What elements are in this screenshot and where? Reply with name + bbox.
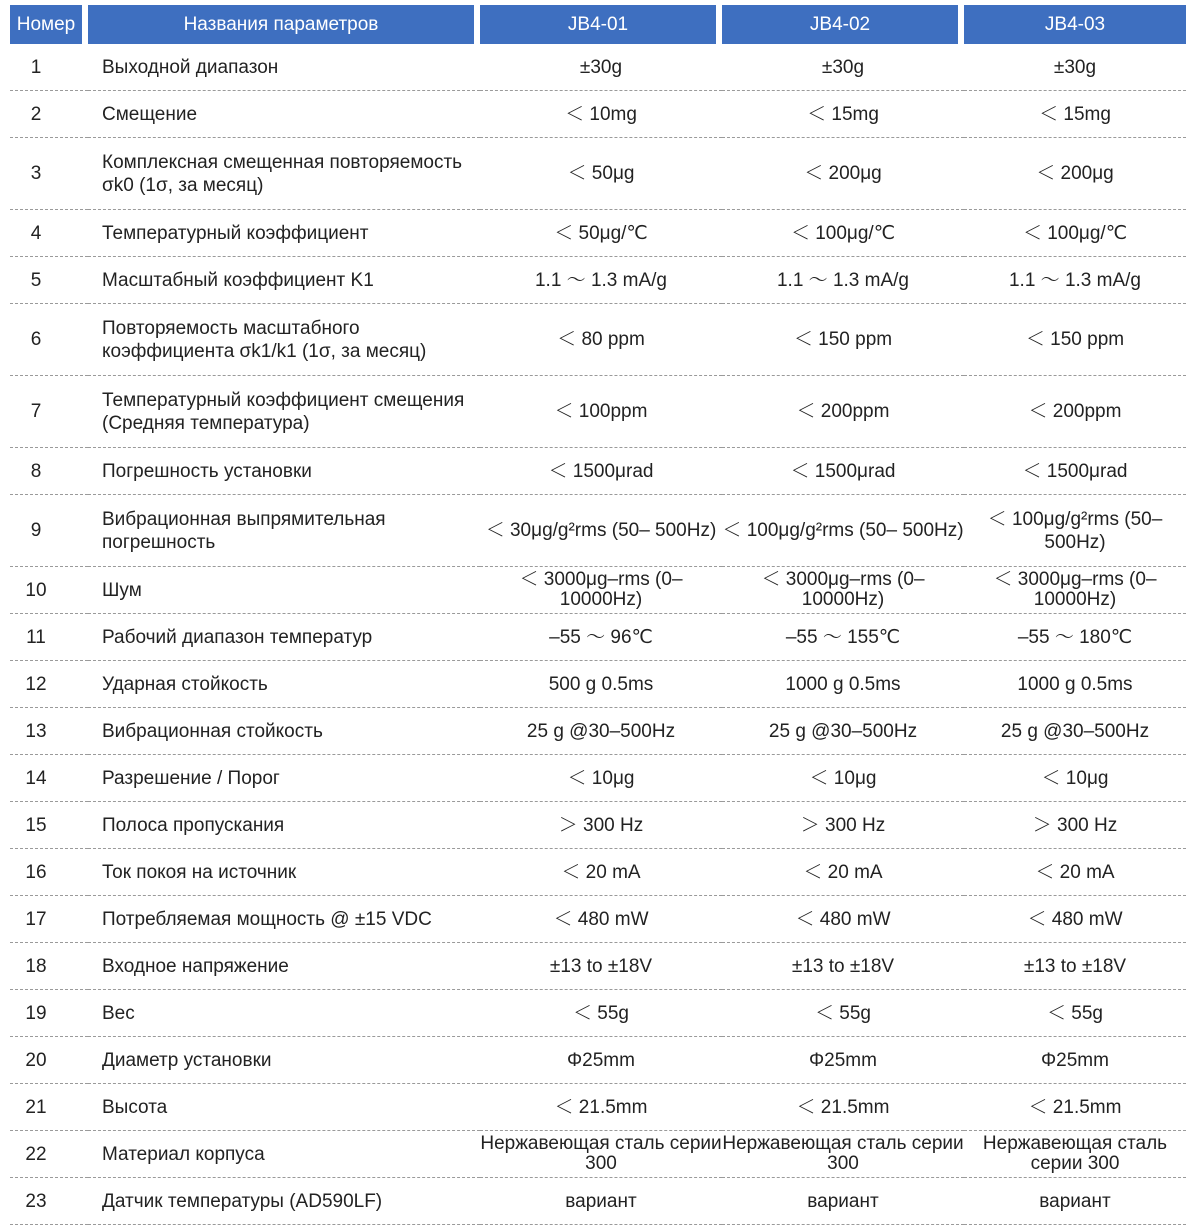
value-jb4-03: ＜ 200ppm — [964, 376, 1186, 448]
value-jb4-03: Φ25mm — [964, 1037, 1186, 1084]
parameter-name: Повторяемость масштабного коэффициента σk1/k1 (1σ, за месяц) — [88, 304, 480, 376]
value-jb4-01: ＜ 480 mW — [480, 896, 722, 943]
row-number: 5 — [10, 257, 88, 304]
value-jb4-02: ＜ 3000μg–rms (0– 10000Hz) — [722, 567, 964, 614]
value-jb4-01: ±13 to ±18V — [480, 943, 722, 990]
table-row — [10, 567, 1186, 614]
value-jb4-03: ＜ 10μg — [964, 755, 1186, 802]
table-row — [10, 990, 1186, 1037]
row-number: 16 — [10, 849, 88, 896]
value-jb4-02: ＜ 20 mA — [722, 849, 964, 896]
value-jb4-03: ＜ 21.5mm — [964, 1084, 1186, 1131]
parameter-name: Полоса пропускания — [88, 802, 480, 849]
value-jb4-01: ＜ 1500μrad — [480, 448, 722, 495]
table-row — [10, 376, 1186, 448]
table-row — [10, 896, 1186, 943]
parameter-name: Масштабный коэффициент K1 — [88, 257, 480, 304]
value-jb4-01: ＜ 50μg — [480, 138, 722, 210]
parameter-name: Шум — [88, 567, 480, 614]
value-jb4-01: ＜ 3000μg–rms (0– 10000Hz) — [480, 567, 722, 614]
value-jb4-03: –55 ～ 180℃ — [964, 614, 1186, 661]
table-row — [10, 1037, 1186, 1084]
row-number: 22 — [10, 1131, 88, 1178]
parameter-name: Погрешность установки — [88, 448, 480, 495]
value-jb4-02: 25 g @30–500Hz — [722, 708, 964, 755]
row-number: 23 — [10, 1178, 88, 1225]
table-row — [10, 257, 1186, 304]
row-number: 6 — [10, 304, 88, 376]
value-jb4-01: ＜ 100ppm — [480, 376, 722, 448]
value-jb4-02: ＜ 480 mW — [722, 896, 964, 943]
value-jb4-02: ＜ 55g — [722, 990, 964, 1037]
table-row — [10, 138, 1186, 210]
parameter-name: Материал корпуса — [88, 1131, 480, 1178]
row-number: 1 — [10, 44, 88, 91]
value-jb4-01: ＜ 55g — [480, 990, 722, 1037]
parameter-name: Выходной диапазон — [88, 44, 480, 91]
row-number: 13 — [10, 708, 88, 755]
row-number: 18 — [10, 943, 88, 990]
value-jb4-01: ＜ 10μg — [480, 755, 722, 802]
header-row — [10, 5, 1186, 44]
table-row — [10, 614, 1186, 661]
table-row — [10, 943, 1186, 990]
value-jb4-03: 25 g @30–500Hz — [964, 708, 1186, 755]
table-row — [10, 1084, 1186, 1131]
table-row — [10, 495, 1186, 567]
header-model-jb4-01: JB4-01 — [480, 5, 722, 44]
row-number: 11 — [10, 614, 88, 661]
parameter-name: Температурный коэффициент — [88, 210, 480, 257]
value-jb4-02: ＜ 100μg/℃ — [722, 210, 964, 257]
row-number: 21 — [10, 1084, 88, 1131]
parameter-name: Датчик температуры (AD590LF) — [88, 1178, 480, 1225]
row-number: 3 — [10, 138, 88, 210]
parameter-name: Разрешение / Порог — [88, 755, 480, 802]
value-jb4-03: ＞ 300 Hz — [964, 802, 1186, 849]
parameter-name: Смещение — [88, 91, 480, 138]
parameter-name: Потребляемая мощность @ ±15 VDC — [88, 896, 480, 943]
value-jb4-03: ＜ 200μg — [964, 138, 1186, 210]
value-jb4-03: ＜ 100μg/g²rms (50– 500Hz) — [964, 495, 1186, 567]
value-jb4-01: Нержавеющая сталь серии 300 — [480, 1131, 722, 1178]
value-jb4-01: 25 g @30–500Hz — [480, 708, 722, 755]
table-row — [10, 210, 1186, 257]
value-jb4-02: –55 ～ 155℃ — [722, 614, 964, 661]
parameter-name: Ударная стойкость — [88, 661, 480, 708]
value-jb4-03: ＜ 480 mW — [964, 896, 1186, 943]
value-jb4-01: ＜ 50μg/℃ — [480, 210, 722, 257]
value-jb4-01: вариант — [480, 1178, 722, 1225]
row-number: 17 — [10, 896, 88, 943]
parameter-name: Высота — [88, 1084, 480, 1131]
value-jb4-03: 1000 g 0.5ms — [964, 661, 1186, 708]
value-jb4-02: 1000 g 0.5ms — [722, 661, 964, 708]
value-jb4-01: ±30g — [480, 44, 722, 91]
parameter-name: Входное напряжение — [88, 943, 480, 990]
table-row — [10, 708, 1186, 755]
table-row — [10, 1131, 1186, 1178]
parameter-name: Вибрационная стойкость — [88, 708, 480, 755]
value-jb4-03: ＜ 1500μrad — [964, 448, 1186, 495]
value-jb4-03: ＜ 3000μg–rms (0– 10000Hz) — [964, 567, 1186, 614]
value-jb4-01: ＜ 10mg — [480, 91, 722, 138]
row-number: 4 — [10, 210, 88, 257]
value-jb4-01: ＜ 80 ppm — [480, 304, 722, 376]
parameter-name: Температурный коэффициент смещения (Средняя температура) — [88, 376, 480, 448]
value-jb4-02: ＜ 21.5mm — [722, 1084, 964, 1131]
value-jb4-02: Φ25mm — [722, 1037, 964, 1084]
value-jb4-01: ＞ 300 Hz — [480, 802, 722, 849]
value-jb4-03: ±13 to ±18V — [964, 943, 1186, 990]
value-jb4-02: 1.1 ～ 1.3 mA/g — [722, 257, 964, 304]
header-model-jb4-03: JB4-03 — [964, 5, 1186, 44]
value-jb4-03: ＜ 100μg/℃ — [964, 210, 1186, 257]
row-number: 20 — [10, 1037, 88, 1084]
value-jb4-02: ＜ 15mg — [722, 91, 964, 138]
row-number: 14 — [10, 755, 88, 802]
parameter-name: Рабочий диапазон температур — [88, 614, 480, 661]
value-jb4-01: Φ25mm — [480, 1037, 722, 1084]
value-jb4-03: ＜ 20 mA — [964, 849, 1186, 896]
value-jb4-03: вариант — [964, 1178, 1186, 1225]
value-jb4-02: ＜ 10μg — [722, 755, 964, 802]
spec-table — [10, 5, 1186, 1225]
value-jb4-03: 1.1 ～ 1.3 mA/g — [964, 257, 1186, 304]
value-jb4-02: ＜ 100μg/g²rms (50– 500Hz) — [722, 495, 964, 567]
parameter-name: Вес — [88, 990, 480, 1037]
row-number: 15 — [10, 802, 88, 849]
parameter-name: Комплексная смещенная повторяемость σk0 (1σ, за месяц) — [88, 138, 480, 210]
spec-table-body — [10, 44, 1186, 1225]
value-jb4-01: 1.1 ～ 1.3 mA/g — [480, 257, 722, 304]
row-number: 8 — [10, 448, 88, 495]
row-number: 7 — [10, 376, 88, 448]
value-jb4-01: ＜ 20 mA — [480, 849, 722, 896]
value-jb4-03: ＜ 150 ppm — [964, 304, 1186, 376]
row-number: 19 — [10, 990, 88, 1037]
parameter-name: Диаметр установки — [88, 1037, 480, 1084]
table-row — [10, 849, 1186, 896]
header-number: Номер — [10, 5, 88, 44]
table-row — [10, 448, 1186, 495]
value-jb4-02: Нержавеющая сталь серии 300 — [722, 1131, 964, 1178]
value-jb4-02: ±30g — [722, 44, 964, 91]
value-jb4-02: ＜ 200ppm — [722, 376, 964, 448]
value-jb4-02: ＜ 150 ppm — [722, 304, 964, 376]
value-jb4-01: ＜ 21.5mm — [480, 1084, 722, 1131]
value-jb4-02: вариант — [722, 1178, 964, 1225]
value-jb4-02: ＜ 200μg — [722, 138, 964, 210]
row-number: 12 — [10, 661, 88, 708]
value-jb4-01: –55 ～ 96℃ — [480, 614, 722, 661]
parameter-name: Ток покоя на источник — [88, 849, 480, 896]
header-parameter-name: Названия параметров — [88, 5, 480, 44]
value-jb4-03: ＜ 55g — [964, 990, 1186, 1037]
value-jb4-03: Нержавеющая сталь серии 300 — [964, 1131, 1186, 1178]
header-model-jb4-02: JB4-02 — [722, 5, 964, 44]
table-row — [10, 1178, 1186, 1225]
table-row — [10, 44, 1186, 91]
table-row — [10, 661, 1186, 708]
value-jb4-03: ＜ 15mg — [964, 91, 1186, 138]
parameter-name: Вибрационная выпрямительная погрешность — [88, 495, 480, 567]
row-number: 10 — [10, 567, 88, 614]
value-jb4-02: ＞ 300 Hz — [722, 802, 964, 849]
table-row — [10, 304, 1186, 376]
value-jb4-02: ±13 to ±18V — [722, 943, 964, 990]
row-number: 2 — [10, 91, 88, 138]
value-jb4-01: 500 g 0.5ms — [480, 661, 722, 708]
row-number: 9 — [10, 495, 88, 567]
value-jb4-03: ±30g — [964, 44, 1186, 91]
value-jb4-02: ＜ 1500μrad — [722, 448, 964, 495]
table-row — [10, 755, 1186, 802]
value-jb4-01: ＜ 30μg/g²rms (50– 500Hz) — [480, 495, 722, 567]
table-row — [10, 91, 1186, 138]
table-row — [10, 802, 1186, 849]
